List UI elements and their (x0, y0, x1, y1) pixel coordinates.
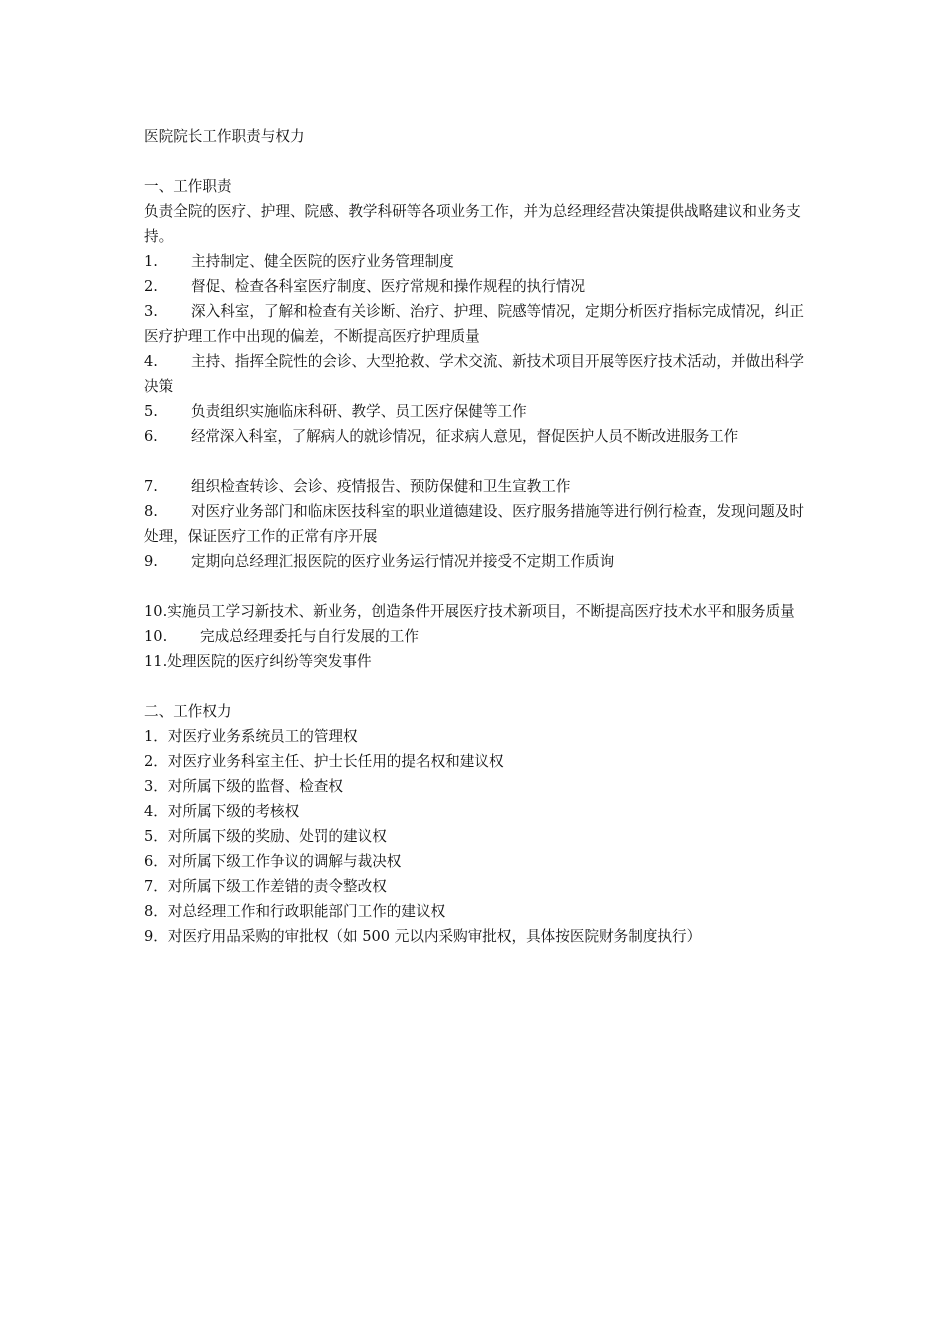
power-item-9: 9．对医疗用品采购的审批权（如 500 元以内采购审批权，具体按医院财务制度执行） (144, 928, 702, 945)
duty-item-8 (144, 499, 814, 549)
spacer (144, 449, 814, 474)
duty-text: 深入科室，了解和检查有关诊断、治疗、护理、院感等情况，定期分析医疗指标完成情况，纠正医疗护理工作中出现的偏差，不断提高医疗护理质量 (144, 303, 804, 345)
duty-number: 8. (144, 503, 158, 520)
duty-item-4 (144, 349, 814, 399)
spacer (144, 149, 814, 174)
duties-intro: 负责全院的医疗、护理、院感、教学科研等各项业务工作，并为总经理经营决策提供战略建议和业务支持。 (144, 203, 801, 245)
spacer (144, 674, 814, 699)
power-item-4: 4．对所属下级的考核权 (144, 803, 300, 820)
duty-text: 组织检查转诊、会诊、疫情报告、预防保健和卫生宣教工作 (191, 478, 571, 495)
duty-text: 实施员工学习新技术、新业务，创造条件开展医疗技术新项目，不断提高医疗技术水平和服务质量 (167, 603, 795, 620)
power-item-2: 2．对医疗业务科室主任、护士长任用的提名权和建议权 (144, 753, 504, 770)
duty-item-9 (144, 549, 814, 574)
power-item-8: 8．对总经理工作和行政职能部门工作的建议权 (144, 903, 446, 920)
duty-number: 3. (144, 303, 158, 320)
duty-number: 4. (144, 353, 158, 370)
power-item-7: 7．对所属下级工作差错的责令整改权 (144, 878, 387, 895)
duty-number: 9. (144, 553, 158, 570)
section-heading-powers: 二、工作权力 (144, 703, 232, 720)
duty-item-7 (144, 474, 814, 499)
duty-number: 11. (144, 653, 168, 670)
duty-text: 负责组织实施临床科研、教学、员工医疗保健等工作 (191, 403, 527, 420)
duty-text: 定期向总经理汇报医院的医疗业务运行情况并接受不定期工作质询 (191, 553, 615, 570)
duty-item-11 (144, 649, 814, 674)
duty-number: 1. (144, 253, 158, 270)
duty-text: 督促、检查各科室医疗制度、医疗常规和操作规程的执行情况 (191, 278, 586, 295)
power-item-3: 3．对所属下级的监督、检查权 (144, 778, 344, 795)
duty-item-10b (144, 624, 814, 649)
duty-text: 对医疗业务部门和临床医技科室的职业道德建设、医疗服务措施等进行例行检查，发现问题及时处理，保证医疗工作的正常有序开展 (144, 503, 804, 545)
duty-text: 处理医院的医疗纠纷等突发事件 (167, 653, 372, 670)
duty-number: 10. (144, 603, 168, 620)
duty-number: 2. (144, 278, 158, 295)
duty-text: 主持制定、健全医院的医疗业务管理制度 (191, 253, 454, 270)
duty-number: 5. (144, 403, 158, 420)
duty-number: 6. (144, 428, 158, 445)
duty-item-6 (144, 424, 814, 449)
duty-text: 完成总经理委托与自行发展的工作 (200, 628, 419, 645)
duty-item-1 (144, 249, 814, 274)
document-page (144, 124, 814, 949)
power-item-1: 1．对医疗业务系统员工的管理权 (144, 728, 358, 745)
duty-number: 10. (144, 628, 168, 645)
spacer (144, 574, 814, 599)
duty-text: 经常深入科室，了解病人的就诊情况，征求病人意见，督促医护人员不断改进服务工作 (191, 428, 738, 445)
duty-number: 7. (144, 478, 158, 495)
power-item-5: 5．对所属下级的奖励、处罚的建议权 (144, 828, 387, 845)
power-item-6: 6．对所属下级工作争议的调解与裁决权 (144, 853, 402, 870)
section-heading-duties: 一、工作职责 (144, 178, 232, 195)
duty-item-10a (144, 599, 814, 624)
document-title: 医院院长工作职责与权力 (144, 128, 305, 145)
duty-item-2 (144, 274, 814, 299)
duty-item-3 (144, 299, 814, 349)
duty-item-5 (144, 399, 814, 424)
duty-text: 主持、指挥全院性的会诊、大型抢救、学术交流、新技术项目开展等医疗技术活动，并做出科学决策 (144, 353, 804, 395)
